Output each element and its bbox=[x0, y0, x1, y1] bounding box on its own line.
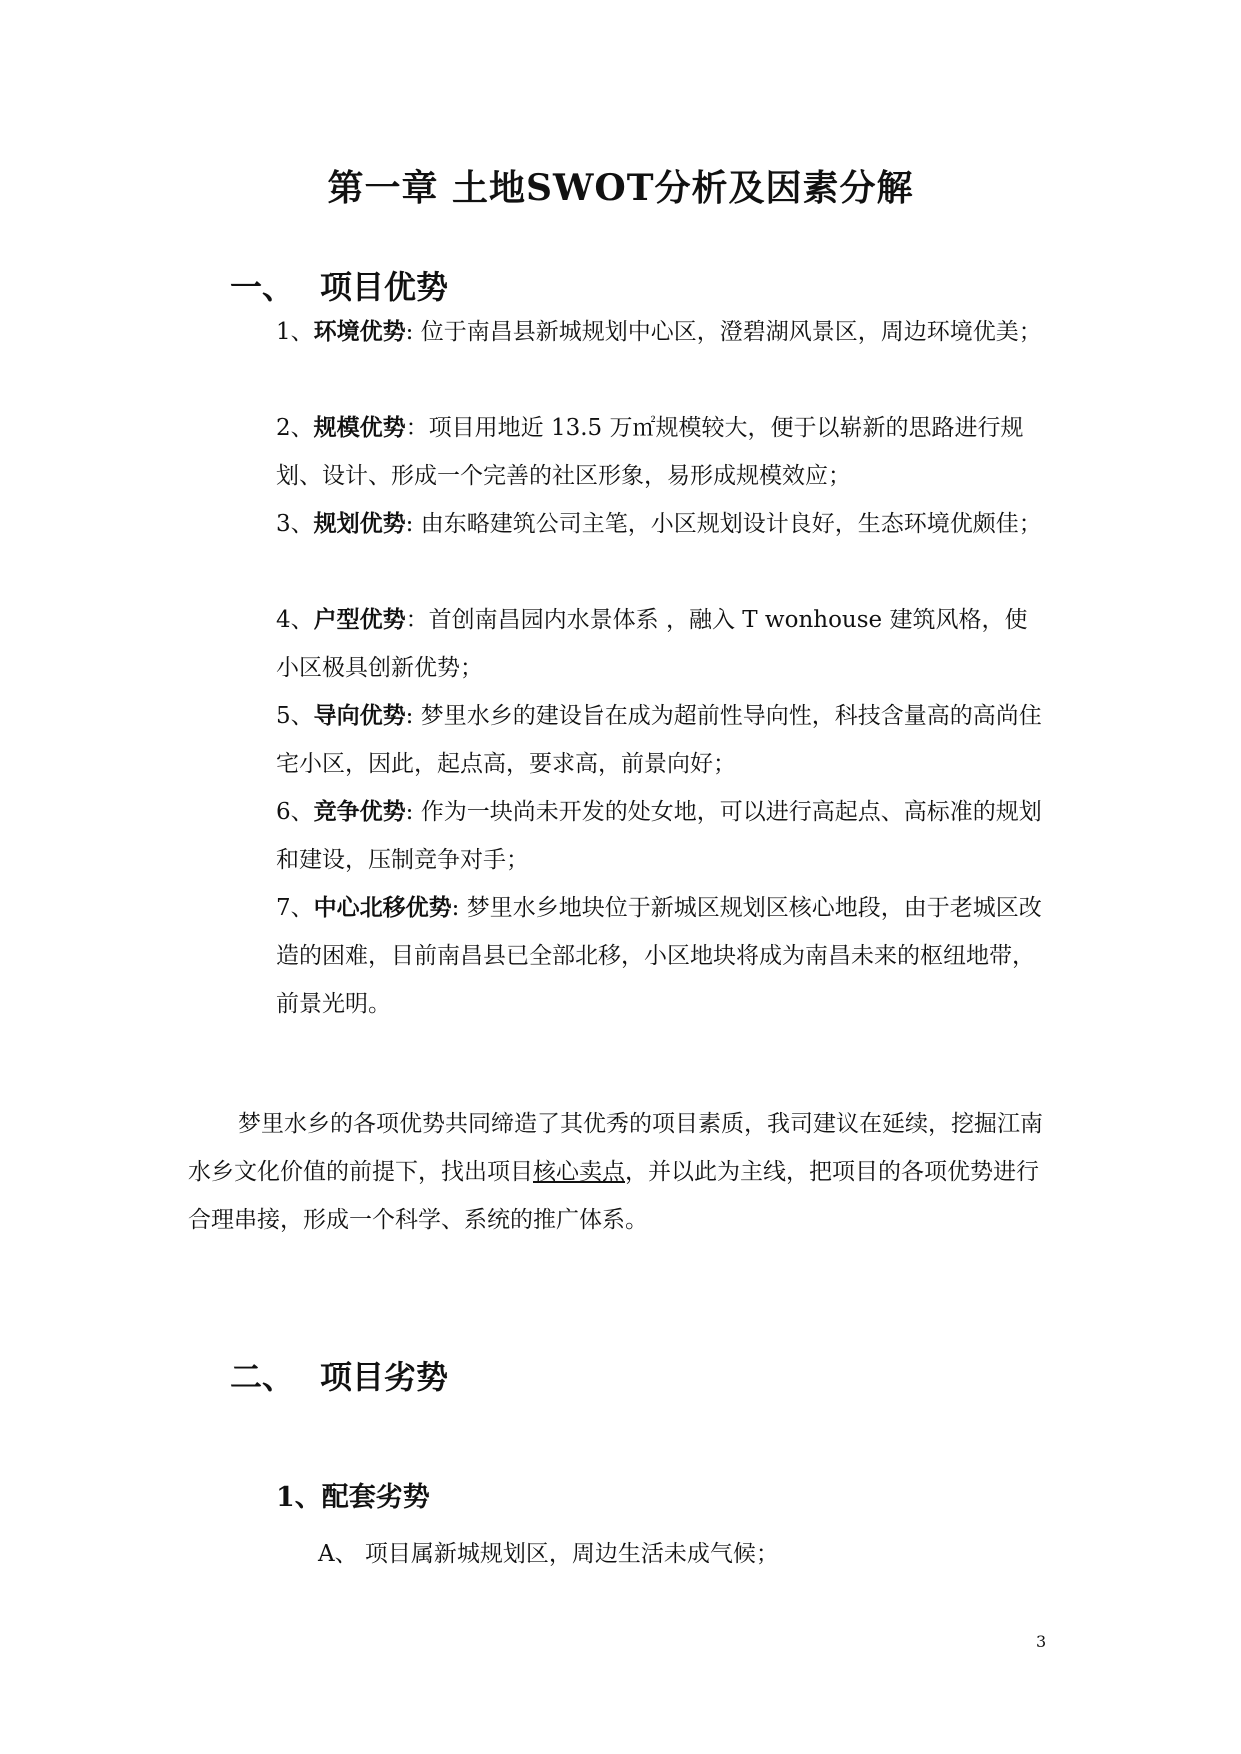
item-prefix: 2、 bbox=[276, 415, 314, 441]
item-lead: 竞争优势 bbox=[313, 798, 406, 825]
strength-item-2 bbox=[276, 404, 1046, 500]
item-text: : 作为一块尚未开发的处女地，可以进行高起点、高标准的规划和建设，压制竞争对手； bbox=[276, 799, 1042, 873]
item-text: : 位于南昌县新城规划中心区，澄碧湖风景区，周边环境优美； bbox=[405, 319, 1042, 345]
item-prefix: 3、 bbox=[276, 511, 314, 537]
item-lead: 中心北移优势 bbox=[313, 894, 452, 921]
item-lead: 环境优势 bbox=[313, 318, 406, 345]
item-text: : 梦里水乡的建设旨在成为超前性导向性，科技含量高的高尚住宅小区，因此，起点高，要求高，前景向好； bbox=[276, 703, 1042, 777]
item-lead: 规划优势 bbox=[313, 510, 406, 537]
strength-item-4 bbox=[276, 596, 1046, 692]
summary-text: 梦里水乡的各项优势共同缔造了其优秀的项目素质，我司建议在延续，挖掘江南水乡文化价值的前提下，找出项目 bbox=[188, 1111, 1043, 1185]
item-text: : 由东略建筑公司主笔，小区规划设计良好，生态环境优颇佳； bbox=[405, 511, 1042, 537]
item-prefix: 4、 bbox=[276, 607, 314, 633]
section-number: 二、 bbox=[230, 1358, 295, 1396]
strength-item-1 bbox=[276, 308, 1046, 356]
sub-heading: 1、配套劣势 bbox=[276, 1482, 430, 1513]
item-lead: 规模优势 bbox=[313, 414, 406, 441]
strength-item-6 bbox=[276, 788, 1046, 884]
strength-item-3 bbox=[276, 500, 1046, 548]
item-lead: 导向优势 bbox=[313, 702, 406, 729]
section-title: 项目劣势 bbox=[320, 1358, 449, 1396]
sub-item: A、 项目属新城规划区，周边生活未成气候； bbox=[318, 1541, 779, 1567]
item-prefix: 7、 bbox=[276, 895, 314, 921]
item-prefix: 1、 bbox=[276, 319, 314, 345]
section-heading-weaknesses bbox=[230, 1352, 448, 1398]
item-lead: 户型优势 bbox=[313, 606, 406, 633]
summary-underlined-text: 核心卖点 bbox=[533, 1159, 625, 1185]
summary-paragraph bbox=[188, 1100, 1048, 1244]
page-number: 3 bbox=[1036, 1632, 1047, 1651]
item-prefix: 6、 bbox=[276, 799, 314, 825]
section-heading-strengths bbox=[230, 262, 448, 308]
item-text: : 梦里水乡地块位于新城区规划区核心地段，由于老城区改造的困难，目前南昌县已全部北移，小区地块将成为南昌未来的枢纽地带，前景光明。 bbox=[276, 895, 1042, 1017]
chapter-title: 第一章 土地SWOT分析及因素分解 bbox=[327, 167, 914, 209]
item-text: ：首创南昌园内水景体系 ，融入 T wonhouse 建筑风格，使小区极具创新优势； bbox=[276, 607, 1028, 681]
summary-text: ，并以此为主线，把项目的各项优势进行合理串接，形成一个科学、系统的推广体系。 bbox=[188, 1159, 1039, 1233]
section-title: 项目优势 bbox=[320, 268, 449, 306]
item-text: ：项目用地近 13.5 万㎡规模较大，便于以崭新的思路进行规划、设计、形成一个完善的社区形象，易形成规模效应； bbox=[276, 415, 1024, 489]
strength-item-7 bbox=[276, 884, 1046, 1028]
section-number: 一、 bbox=[230, 268, 295, 306]
strength-item-5 bbox=[276, 692, 1046, 788]
item-prefix: 5、 bbox=[276, 703, 314, 729]
